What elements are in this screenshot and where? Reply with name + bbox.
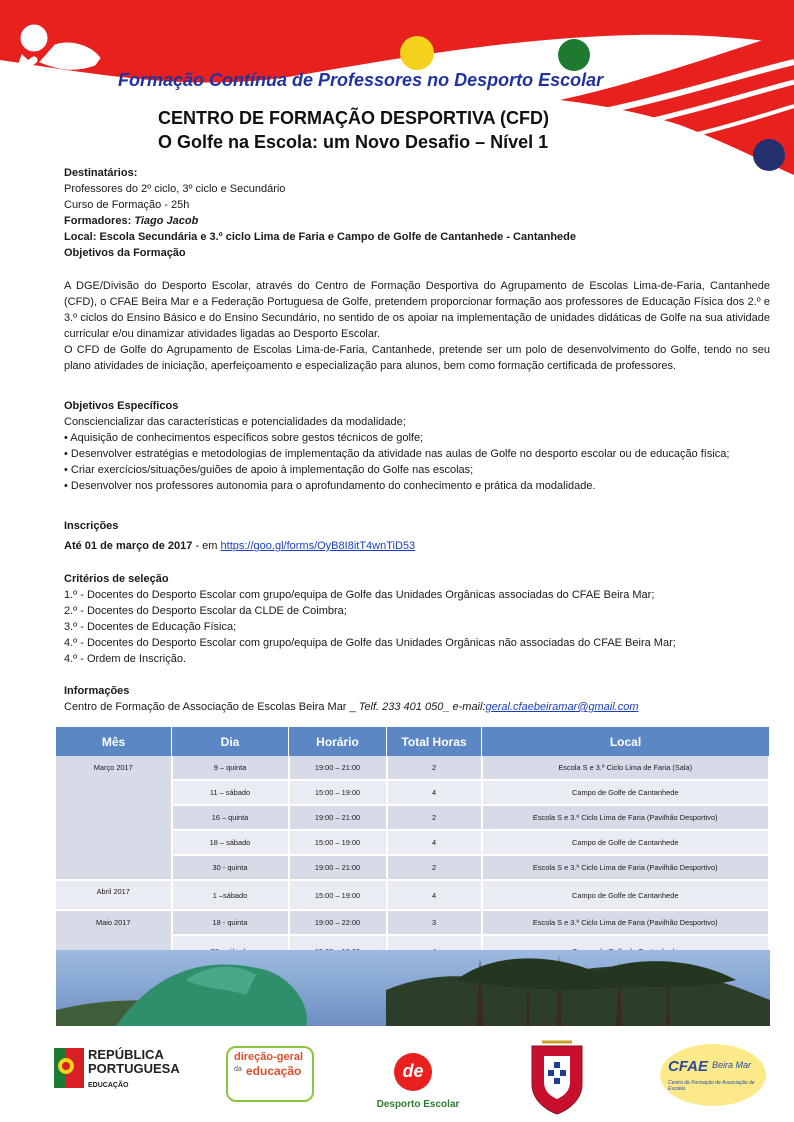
horas-cell: 2 (387, 756, 482, 780)
criterios-section (64, 571, 770, 667)
green-circle-icon (558, 39, 590, 71)
cfd-title-line2: O Golfe na Escola: um Novo Desafio – Nível 1 (158, 132, 549, 152)
info-block (64, 165, 770, 261)
schedule-header-row (56, 727, 769, 756)
inscricoes-section (64, 518, 770, 554)
cfd-title-line1: CENTRO DE FORMAÇÃO DESPORTIVA (CFD) (158, 108, 549, 128)
header-dia: Dia (172, 727, 289, 756)
horario-cell: 19:00 – 21:00 (289, 756, 387, 780)
fpg-logo (524, 1040, 590, 1116)
republica-text: REPÚBLICA PORTUGUESA (88, 1047, 180, 1076)
criterio-item: 4.º - Docentes do Desporto Escolar com grupo/equipa de Golfe das Unidades Orgânicas não associadas do CFAE Beira Mar; (64, 637, 676, 649)
local-cell: Escola S e 3.º Ciclo Lima de Faria (Pavilhão Desportivo) (482, 805, 770, 830)
program-title: Formação Contínua de Professores no Desporto Escolar (118, 70, 604, 90)
dia-cell: 1 –sábado (172, 880, 289, 910)
criterio-item: 2.º - Docentes do Desporto Escolar da CLDE de Coimbra; (64, 605, 347, 617)
horario-cell: 19:00 – 22:00 (289, 910, 387, 935)
objetivos-heading: Objetivos da Formação (64, 247, 186, 259)
informacoes-heading: Informações (64, 685, 130, 697)
horas-cell: 2 (387, 805, 482, 830)
header-local: Local (482, 727, 770, 756)
local-line: Local: Escola Secundária e 3.º ciclo Lima de Faria e Campo de Golfe de Cantanhede - Cantanhede (64, 231, 576, 243)
golf-photo (56, 950, 770, 1026)
header-mes: Mês (56, 727, 172, 756)
local-cell: Escola S e 3.º Ciclo Lima de Faria (Sala) (482, 756, 770, 780)
dge-line3: educação (246, 1064, 302, 1078)
republica-portuguesa-logo (54, 1046, 179, 1096)
cfae-logo (660, 1044, 766, 1106)
horas-cell: 4 (387, 880, 482, 910)
horario-cell: 19:00 – 21:00 (289, 855, 387, 880)
cfae-sub: Beira Mar (712, 1060, 752, 1070)
intro-paragraph-2: O CFD de Golfe do Agrupamento de Escolas Lima-de-Faria, Cantanhede, pretende ser um polo de desenvolvimento do Golfe, tendo no seu plano atividades de iniciação, aperfeiçoamento e especialização para alunos, bem como formação certificada de professores. (64, 344, 770, 372)
table-row (56, 756, 769, 780)
intro-paragraph-1: A DGE/Divisão do Desporto Escolar, através do Centro de Formação Desportiva do Agrupamento de Escolas Lima-de-Faria, Cantanhede (CFD), o CFAE Beira Mar e a Federação Portuguesa de Golfe, pretendem proporcionar formação aos professores de Educação Física dos 2.º e 3.º ciclos do Ensino Básico e do Ensino Secundário, no sentido de os apoiar na implementação de unidades didáticas de Golfe na sua atividade curricular e/ou dinamizar atividades ligadas ao Desporto Escolar. (64, 280, 770, 340)
criterio-item: 3.º - Docentes de Educação Física; (64, 621, 237, 633)
horario-cell: 19:00 – 21:00 (289, 805, 387, 830)
horas-cell: 2 (387, 855, 482, 880)
fpg-crest-icon (524, 1040, 590, 1116)
header-total-horas: Total Horas (387, 727, 482, 756)
table-row (56, 880, 769, 910)
horas-cell: 4 (387, 780, 482, 805)
dia-cell: 11 – sábado (172, 780, 289, 805)
informacoes-section (64, 683, 770, 715)
especificos-item: Consciencializar das características e potencialidades da modalidade; (64, 416, 406, 428)
desporto-escolar-text: Desporto Escolar (376, 1099, 460, 1110)
especificos-item: • Aquisição de conhecimentos específicos sobre gestos técnicos de golfe; (64, 432, 424, 444)
especificos-item: • Criar exercícios/situações/guiões de apoio à implementação do Golfe nas escolas; (64, 464, 474, 476)
criterios-heading: Critérios de seleção (64, 573, 169, 585)
destinatarios-label: Destinatários: (64, 167, 138, 179)
de-mark-icon: de (394, 1053, 432, 1091)
informacoes-line (64, 699, 770, 715)
curso-duration: Curso de Formação - 25h (64, 199, 190, 211)
local-cell: Campo de Golfe de Cantanhede (482, 880, 770, 910)
dge-line1: direção-geral (234, 1051, 304, 1063)
horario-cell: 15:00 – 19:00 (289, 780, 387, 805)
dia-cell: 18 – sábado (172, 830, 289, 855)
objetivos-especificos (64, 398, 770, 494)
local-cell: Escola S e 3.º Ciclo Lima de Faria (Pavilhão Desportivo) (482, 910, 770, 935)
informacoes-centro: Centro de Formação de Associação de Escolas Beira Mar _ (64, 701, 356, 713)
month-cell: Abril 2017 (56, 880, 172, 910)
dge-line2: da (234, 1066, 242, 1073)
criterio-item: 4.º - Ordem de Inscrição. (64, 653, 187, 665)
informacoes-email-link[interactable]: geral.cfaebeiramar@gmail.com (485, 701, 639, 713)
inscricoes-em: - em (192, 540, 221, 552)
cfae-name: CFAE (668, 1058, 709, 1075)
especificos-item: • Desenvolver estratégias e metodologias de implementação da atividade nas aulas de Golfe no desporto escolar ou de educação física; (64, 448, 730, 460)
dia-cell: 9 – quinta (172, 756, 289, 780)
cfae-tagline: Centro de Formação de Associação de Escolas (668, 1080, 755, 1092)
informacoes-telf: Telf. 233 401 050_ e-mail: (355, 701, 486, 713)
republica-emblem-icon (54, 1048, 84, 1088)
dia-cell: 18 - quinta (172, 910, 289, 935)
dia-cell: 16 – quinta (172, 805, 289, 830)
desporto-escolar-logo (368, 1053, 468, 1113)
horario-cell: 15:00 – 19:00 (289, 830, 387, 855)
dge-logo (226, 1046, 314, 1102)
formadores-value: Tiago Jacob (134, 215, 199, 227)
criterio-item: 1.º - Docentes do Desporto Escolar com grupo/equipa de Golfe das Unidades Orgânicas associadas do CFAE Beira Mar; (64, 589, 655, 601)
especificos-item: • Desenvolver nos professores autonomia para o aprofundamento do conhecimento e prática da modalidade. (64, 480, 596, 492)
horas-cell: 4 (387, 830, 482, 855)
table-row (56, 910, 769, 935)
inscricoes-line (64, 538, 770, 554)
schedule-table (56, 727, 770, 968)
header-horario: Horário (289, 727, 387, 756)
inscricoes-heading: Inscrições (64, 520, 119, 532)
formadores-line (64, 213, 770, 229)
month-cell: Maio 2017 (56, 910, 172, 967)
yellow-circle-icon (400, 36, 434, 70)
inscricoes-link[interactable]: https://goo.gl/forms/OyB8I8itT4wnTiD53 (220, 540, 416, 552)
educacao-text: EDUCAÇÃO (88, 1082, 129, 1089)
cfd-title (158, 106, 549, 154)
formadores-label: Formadores: (64, 215, 132, 227)
local-cell: Escola S e 3.º Ciclo Lima de Faria (Pavilhão Desportivo) (482, 855, 770, 880)
horas-cell: 3 (387, 910, 482, 935)
dia-cell: 30 - quinta (172, 855, 289, 880)
especificos-heading: Objetivos Específicos (64, 400, 179, 412)
inscricoes-deadline: Até 01 de março de 2017 (64, 540, 193, 552)
month-cell: Março 2017 (56, 756, 172, 880)
horario-cell: 15:00 – 19:00 (289, 880, 387, 910)
local-cell: Campo de Golfe de Cantanhede (482, 780, 770, 805)
destinatarios-value: Professores do 2º ciclo, 3º ciclo e Secundário (64, 183, 286, 195)
local-cell: Campo de Golfe de Cantanhede (482, 830, 770, 855)
